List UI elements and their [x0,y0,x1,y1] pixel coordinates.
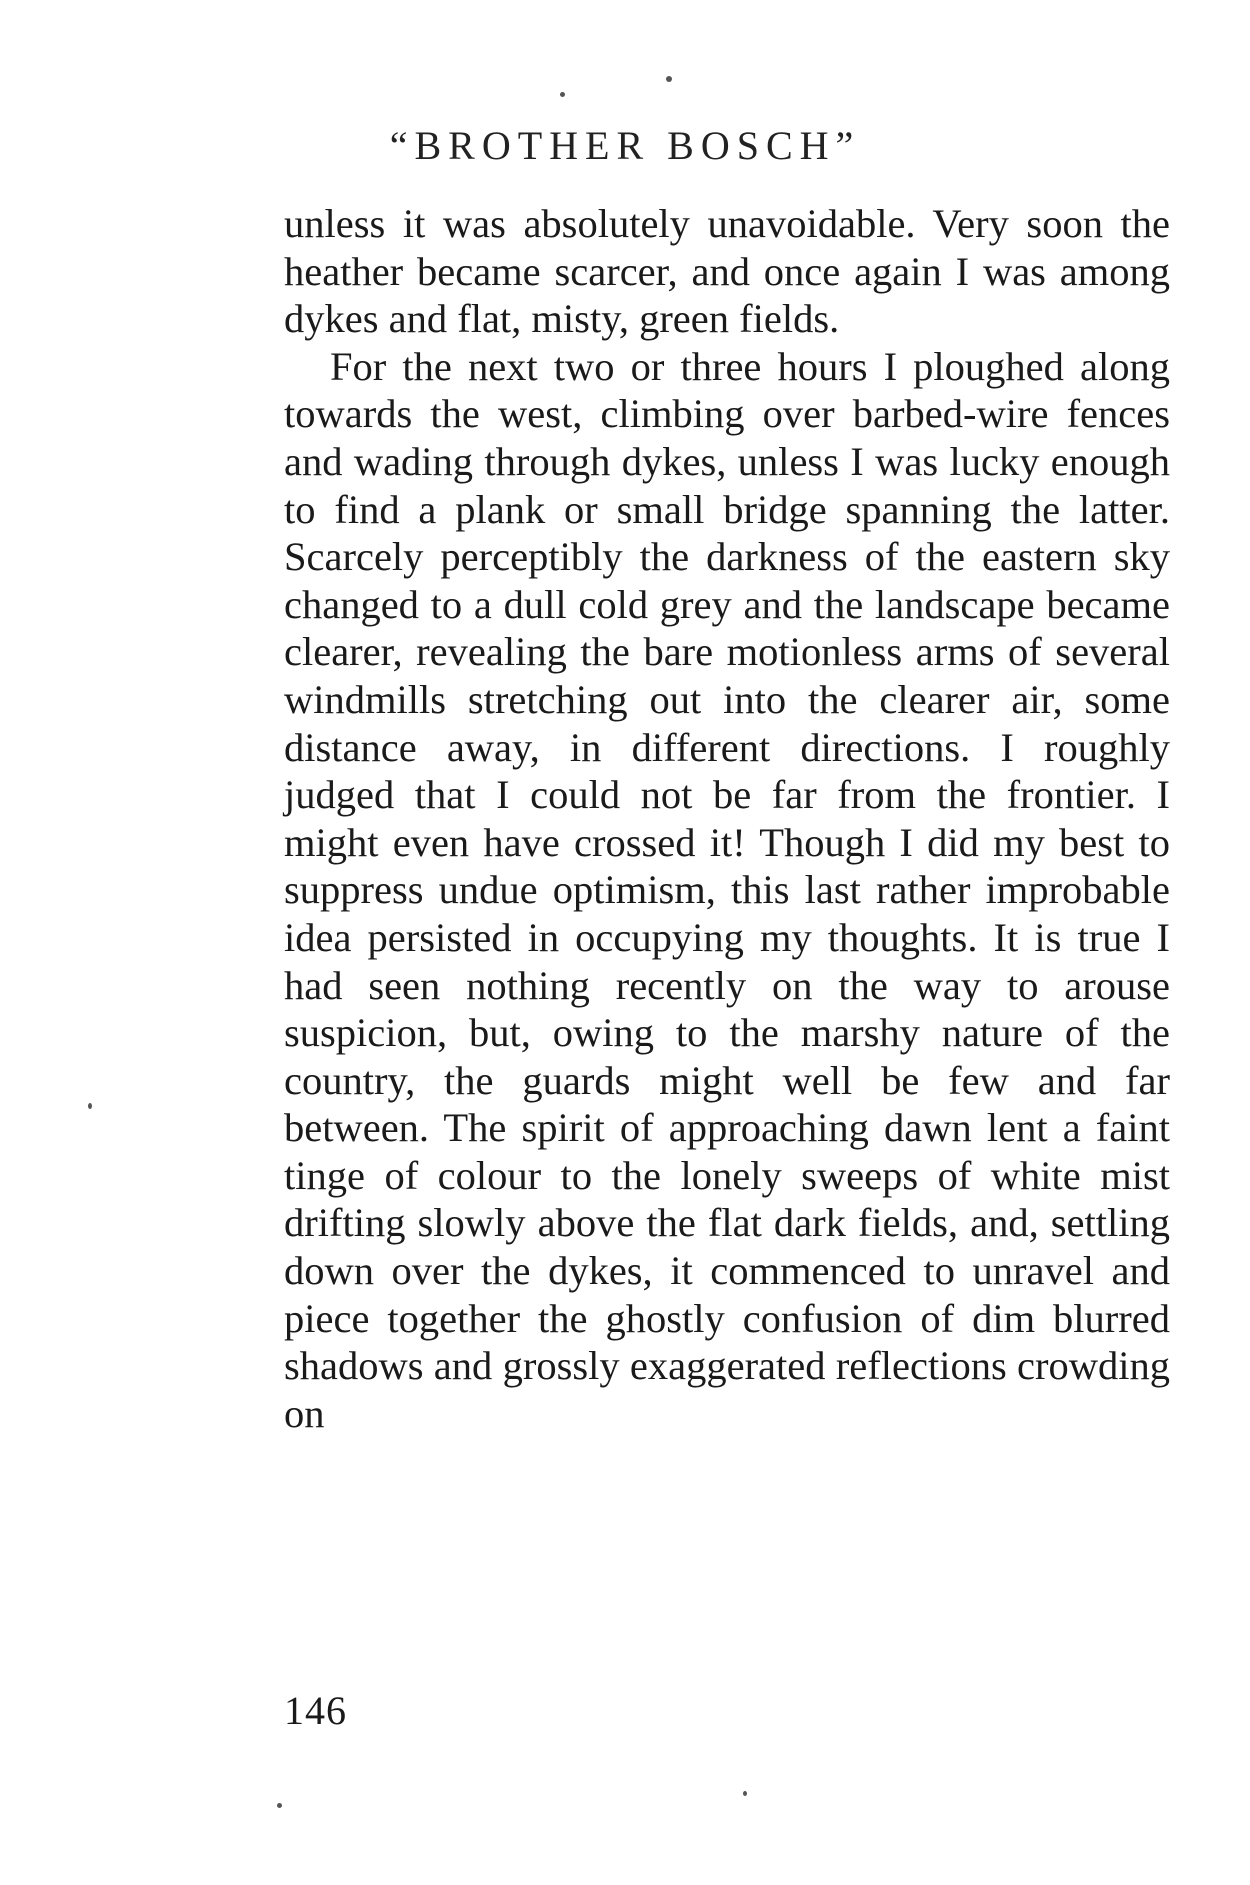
scan-speck [666,76,672,82]
scan-speck [743,1791,747,1796]
scan-speck [88,1103,92,1109]
page-number: 146 [284,1688,347,1733]
running-head: “BROTHER BOSCH” [389,123,861,168]
paragraph-continuation: unless it was absolutely unavoidable. Very soon the heather became scarcer, and once again I was among dykes and flat, misty, green fields. [284,201,1170,342]
body-text [284,200,1170,1437]
scan-speck [560,92,565,97]
paragraph: For the next two or three hours I ploughed along towards the west, climbing over barbed-wire fences and wading through dykes, unless I was lucky enough to find a plank or small bridge spanning the latter. Scarcely perceptibly the darkness of the eastern sky changed to a dull cold grey and the landscape became clearer, revealing the bare motionless arms of several windmills stretching out into the clearer air, some distance away, in different directions. I roughly judged that I could not be far from the frontier. I might even have crossed it! Though I did my best to suppress undue optimism, this last rather improbable idea persisted in occupying my thoughts. It is true I had seen nothing recently on the way to arouse suspicion, but, owing to the marshy nature of the country, the guards might well be few and far between. The spirit of approaching dawn lent a faint tinge of colour to the lonely sweeps of white mist drifting slowly above the flat dark fields, and, settling down over the dykes, it commenced to unravel and piece together the ghostly confusion of dim blurred shadows and grossly exaggerated reflections crowding on [284,343,1170,1436]
scan-speck [277,1803,282,1808]
